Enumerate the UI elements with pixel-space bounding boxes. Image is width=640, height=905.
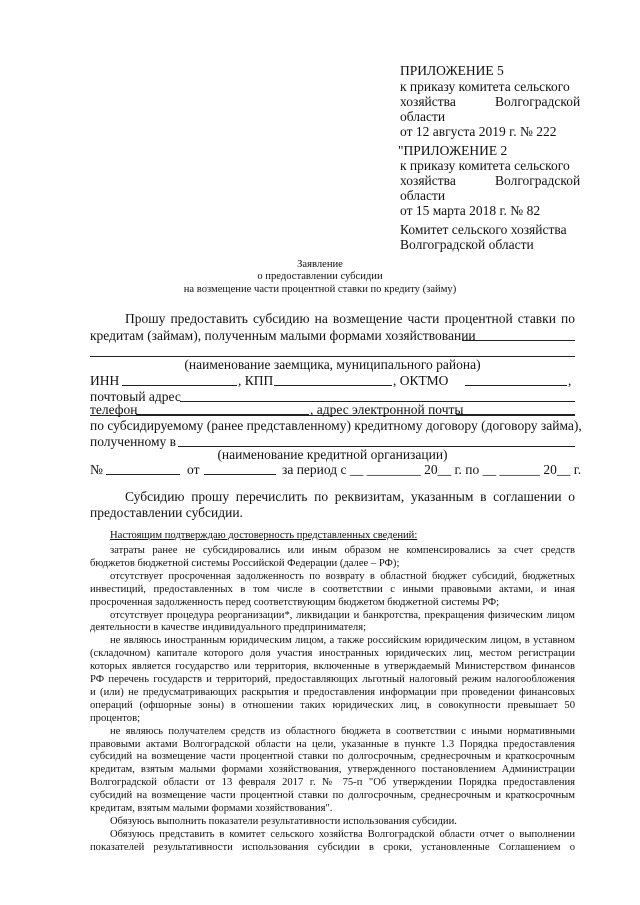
inn-field[interactable]	[122, 385, 237, 386]
email-label: , адрес электронной почты	[310, 402, 464, 417]
appendix2-line2b: Волгоградской	[495, 173, 581, 188]
confirm-line: показателей результативности использования субсидии в сроки, установленные Соглашением о	[90, 841, 575, 853]
appendix5-line3: области	[400, 109, 446, 124]
received-label: полученному в	[90, 434, 177, 449]
bank-caption: (наименование кредитной организации)	[217, 447, 448, 462]
addressee-line1: Комитет сельского хозяйства	[400, 222, 567, 237]
postal-label: почтовый адрес	[90, 389, 181, 404]
confirm-heading: Настоящим подтверждаю достоверность представленных сведений:	[110, 530, 418, 541]
phone-field[interactable]	[136, 414, 309, 415]
oktmo-label: , ОКТМО	[393, 373, 449, 388]
transfer-line2: предоставлении субсидии.	[90, 505, 243, 520]
request-line2: кредитам (займам), полученным малыми формами хозяйствовании	[90, 328, 476, 343]
phone-label: телефон	[90, 402, 138, 417]
confirm-line: и (или) не предусматривающих раскрытия и предоставления информации при проведении финансовых	[90, 686, 575, 698]
from-label: от	[187, 462, 200, 477]
confirm-line: Волгоградской области от 13 февраля 2017 г. № 75-п "Об утверждении Порядка предоставления	[90, 777, 575, 789]
appendix2-title: "ПРИЛОЖЕНИЕ 2	[398, 143, 508, 158]
transfer-line1: Субсидию прошу перечислить по реквизитам, указанным в соглашении о	[125, 489, 575, 504]
appendix5-line2b: Волгоградской	[495, 94, 581, 109]
contract-line: по субсидируемому (ранее представленному) кредитному договору (договору займа),	[90, 418, 582, 433]
appendix2-line3: области	[400, 188, 446, 203]
kpp-field[interactable]	[274, 385, 392, 386]
confirm-line: (складочном) капитале которого доля участия иностранных юридических лиц, местом регистрации	[90, 648, 575, 660]
statement-subtitle1: о предоставлении субсидии	[257, 271, 383, 282]
appendix2-line1: к приказу комитета сельского	[400, 158, 570, 173]
borrower-blank-1[interactable]	[462, 340, 575, 341]
statement-subtitle2: на возмещение части процентной ставки по кредиту (займу)	[183, 284, 457, 295]
confirm-line: бюджетов бюджетной системы Российской Федерации (далее – РФ);	[90, 557, 400, 569]
confirm-line: процентов;	[90, 712, 141, 724]
confirm-line: которых является государство или территория, включенные в утверждаемый Министерством финансов	[90, 661, 575, 673]
appendix2-line4: от 15 марта 2018 г. № 82	[400, 203, 541, 218]
email-field[interactable]	[456, 414, 575, 415]
number-field[interactable]	[106, 474, 180, 475]
inn-label: ИНН	[90, 373, 120, 388]
confirm-line: деятельности в качестве индивидуального предпринимателя;	[90, 622, 367, 634]
appendix5-line4: от 12 августа 2019 г. № 222	[400, 124, 557, 139]
date-field[interactable]	[204, 474, 276, 475]
oktmo-comma: ,	[568, 373, 572, 388]
confirm-line: кредитам, взятым малыми формами хозяйствования".	[90, 803, 333, 814]
confirm-line: РФ перечень государств и территорий, предоставляющих льготный налоговый режим налогообложения	[90, 674, 575, 685]
appendix5-title: ПРИЛОЖЕНИЕ 5	[400, 63, 504, 78]
confirm-line: Обязуюсь представить в комитет сельского хозяйства Волгоградской области отчет о выполнении	[110, 828, 575, 840]
appendix5-line2a: хозяйства	[400, 94, 456, 109]
borrower-caption: (наименование заемщика, муниципального района)	[184, 357, 481, 372]
confirm-line: не являюсь иностранным юридическим лицом, а также российским юридическим лицом, в уставном	[110, 635, 575, 647]
confirm-line: субсидий на возмещение части процентной ставки по долгосрочным, среднесрочным и краткосрочным	[90, 790, 575, 802]
confirm-line: затраты ранее не субсидировались или иным образом не компенсировались за счет средств	[110, 545, 575, 556]
kpp-label: , КПП	[238, 373, 274, 388]
confirm-line: отсутствует процедура реорганизации*, ликвидации и банкротства, прекращения физическим лицом	[110, 609, 575, 621]
confirm-line: субсидий на возмещение части процентной ставки по долгосрочным, среднесрочным и краткосрочным	[90, 751, 575, 763]
statement-title: Заявление	[297, 259, 343, 270]
addressee-line2: Волгоградской области	[400, 237, 534, 252]
confirm-line: правовыми актами Волгоградской области на цели, указанные в пункте 1.3 Порядка предоставления	[90, 738, 575, 750]
confirm-line: Обязуюсь выполнить показатели результативности использования субсидии.	[110, 815, 457, 827]
confirm-line: просроченная задолженность перед соответствующим бюджетом бюджетной системы РФ;	[90, 596, 500, 608]
request-line1: Прошу предоставить субсидию на возмещение части процентной ставки по	[125, 311, 575, 326]
number-label: №	[90, 462, 103, 477]
oktmo-field[interactable]	[465, 385, 567, 386]
confirm-line: не являюсь получателем средств из областного бюджета в соответствии с иными нормативными	[110, 725, 575, 737]
appendix5-line1: к приказу комитета сельского	[400, 79, 570, 94]
confirm-line: инвестиций, предоставленных в том числе в соответствии с иными правовыми актами, и иная	[90, 583, 575, 595]
period-text: за период с __ ________ 20__ г. по __ ______ 20__ г.	[282, 462, 582, 477]
confirm-line: операций (офшорные зоны) в отношении таких юридических лиц, в совокупности превышает 50	[90, 699, 575, 711]
appendix2-line2a: хозяйства	[400, 173, 456, 188]
confirm-line: кредитам, взятым малыми формами хозяйствования, утвержденного постановлением Администрации	[90, 764, 575, 776]
confirm-line: отсутствует просроченная задолженность по возврату в областной бюджет субсидий, бюджетных	[110, 570, 575, 582]
